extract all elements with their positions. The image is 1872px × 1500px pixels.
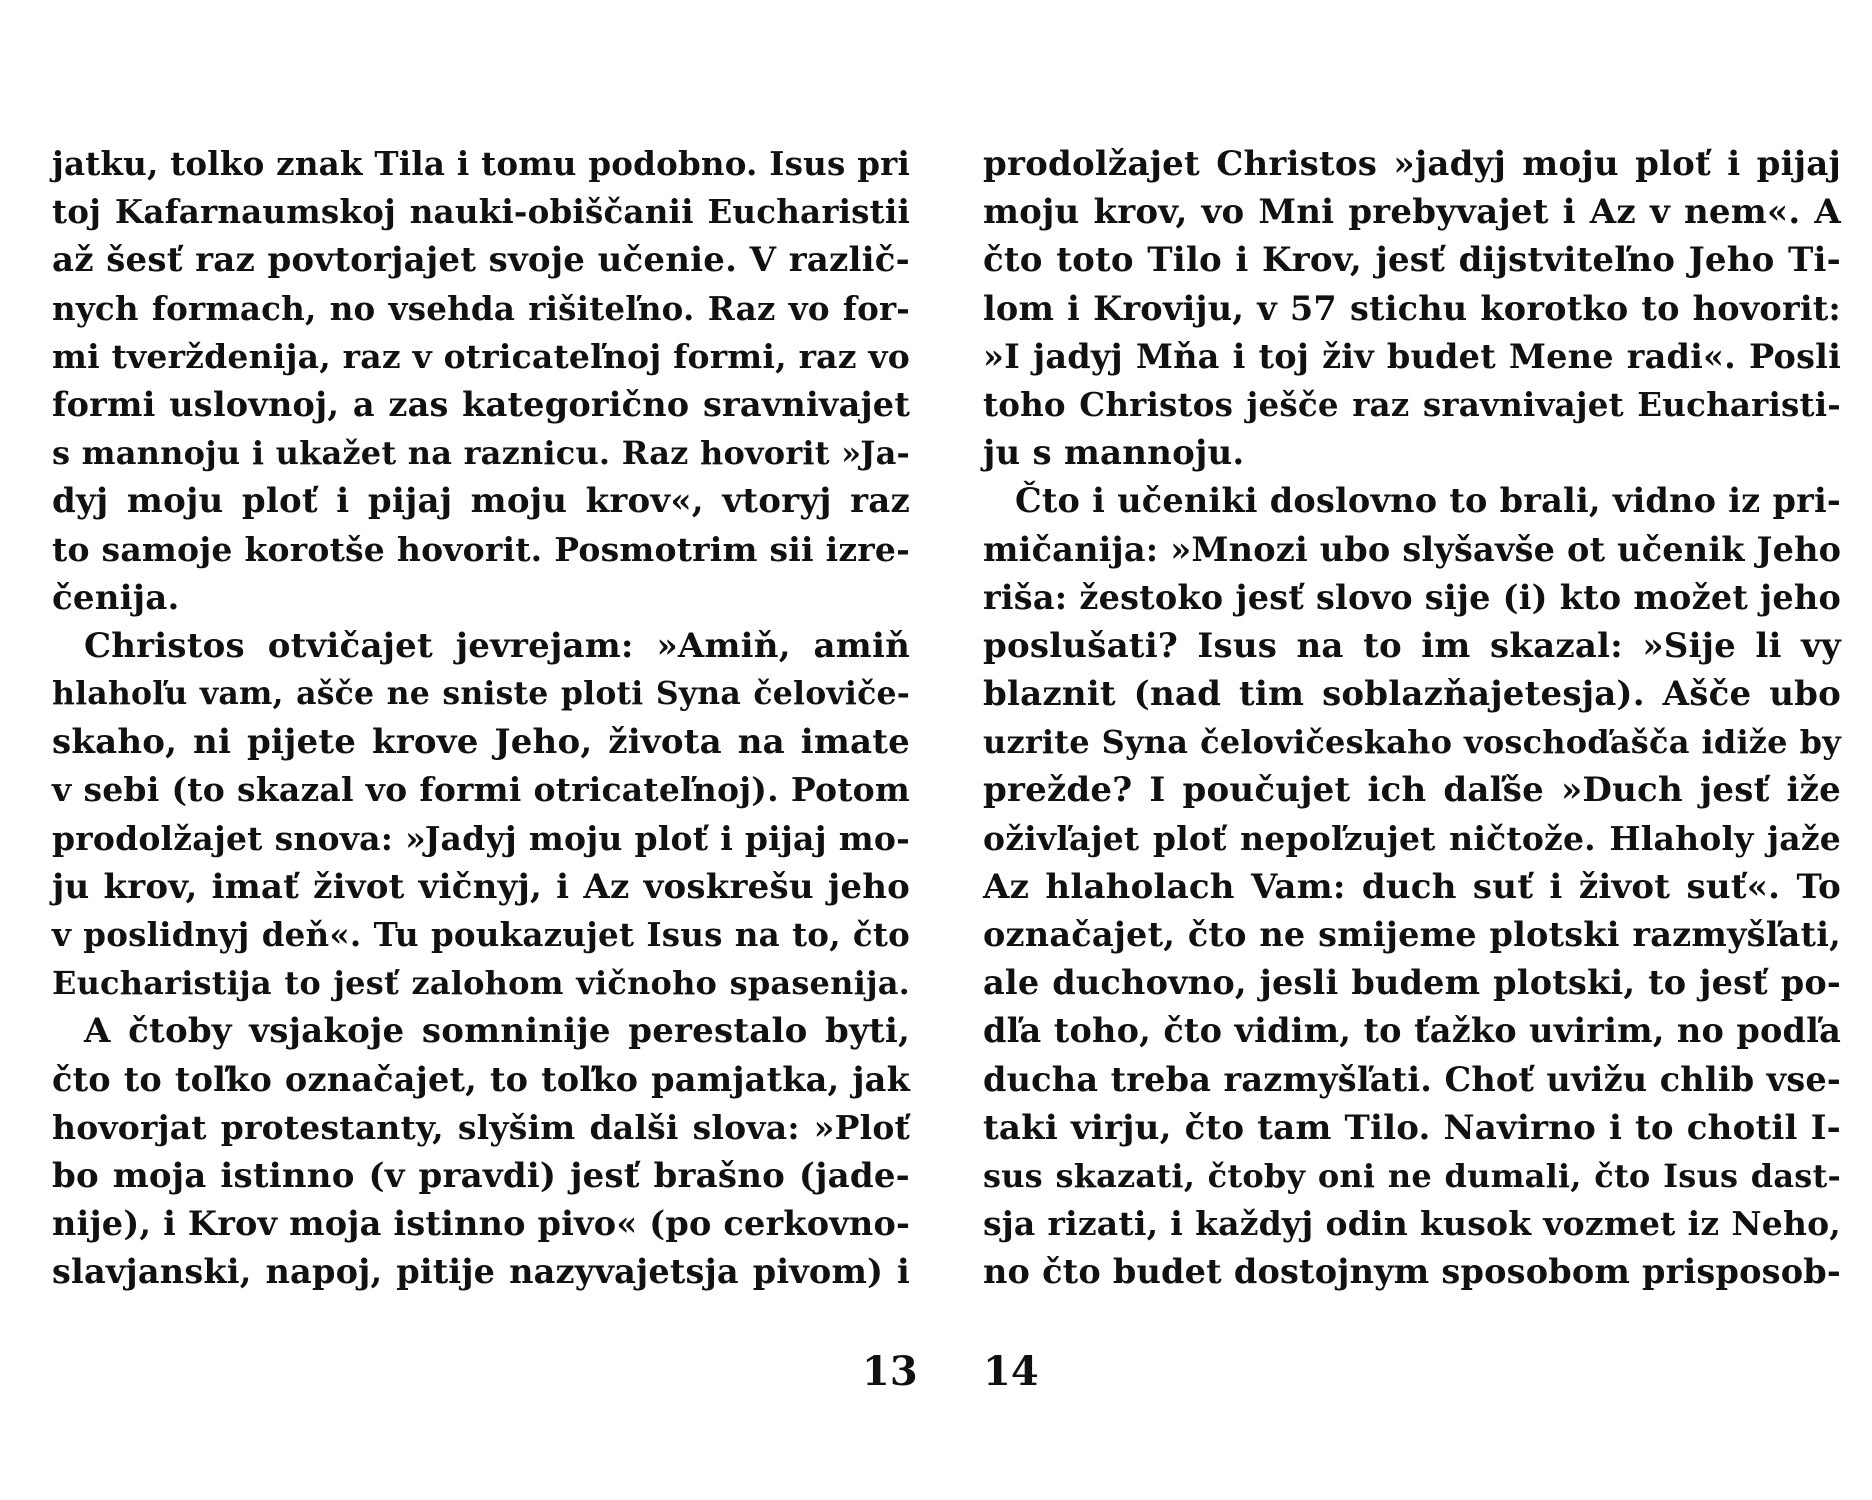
text-line: toj Kafarnaumskoj nauki-obiščanii Eucharistii bbox=[52, 192, 910, 232]
text-line: Čto i učeniki doslovno to brali, vidno iz pri- bbox=[1015, 481, 1841, 521]
text-line: označajet, čto ne smijeme plotski razmyšľati, bbox=[983, 915, 1841, 954]
text-line: Christos otvičajet jevrejam: »Amiň, amiň bbox=[84, 625, 910, 666]
text-line: to samoje korotše hovorit. Posmotrim sii izre- bbox=[52, 529, 910, 569]
right-page-number: 14 bbox=[983, 1348, 1039, 1395]
text-line: ducha treba razmyšľati. Choť uvižu chlib vse- bbox=[983, 1059, 1841, 1099]
text-line: až šesť raz povtorjajet svoje učenie. V različ- bbox=[52, 240, 910, 281]
text-line: prodolžajet snova: »Jadyj moju ploť i pijaj mo- bbox=[52, 818, 910, 858]
text-line: ju krov, imať život vičnyj, i Az voskrešu jeho bbox=[52, 866, 910, 907]
right-page-text bbox=[983, 140, 1841, 1297]
text-line: poslušati? Isus na to im skazal: »Sije li vy bbox=[983, 625, 1841, 666]
text-line: sus skazati, čtoby oni ne dumali, čto Isus dast- bbox=[983, 1156, 1841, 1195]
left-page-text bbox=[52, 140, 910, 1297]
left-page-number: 13 bbox=[862, 1348, 918, 1395]
text-line: »I jadyj Mňa i toj živ budet Mene radi«. Posli bbox=[983, 336, 1841, 376]
text-line: toho Christos ješče raz sravnivajet Eucharisti- bbox=[983, 384, 1841, 424]
text-line: čenija. bbox=[52, 577, 180, 618]
text-line: moju krov, vo Mni prebyvajet i Az v nem«. A bbox=[983, 192, 1841, 233]
text-line: uzrite Syna čelovičeskaho voschoďašča idiže by bbox=[983, 723, 1841, 762]
text-line: Eucharistija to jesť zalohom vičnoho spasenija. bbox=[52, 964, 910, 1003]
text-line: v sebi (to skazal vo formi otricateľnoj). Potom bbox=[52, 770, 910, 810]
text-line: jatku, tolko znak Tila i tomu podobno. Isus pri bbox=[52, 144, 910, 183]
text-line: oživľajet ploť nepoľzujet ničtože. Hlaholy jaže bbox=[983, 818, 1841, 858]
text-line: A čtoby vsjakoje somninije perestalo byti, bbox=[84, 1011, 910, 1052]
text-line: s mannoju i ukažet na raznicu. Raz hovorit »Ja- bbox=[52, 434, 910, 473]
text-line: ale duchovno, jesli budem plotski, to jesť po- bbox=[983, 963, 1841, 1003]
text-line: prežde? I poučujet ich daľše »Duch jesť iže bbox=[983, 770, 1841, 811]
text-line: Az hlaholach Vam: duch suť i život suť«. To bbox=[983, 866, 1841, 907]
text-line: dľa toho, čto vidim, to ťažko uvirim, no podľa bbox=[983, 1011, 1841, 1051]
text-line: slavjanski, napoj, pitije nazyvajetsja pivom) i bbox=[52, 1252, 910, 1292]
text-line: v poslidnyj deň«. Tu poukazujet Isus na to, čto bbox=[52, 915, 910, 954]
text-line: bo moja istinno (v pravdi) jesť brašno (jade- bbox=[52, 1155, 910, 1196]
text-line: riša: žestoko jesť slovo sije (i) kto možet jeho bbox=[983, 577, 1841, 617]
text-line: hovorjat protestanty, slyšim dalši slova: »Ploť bbox=[52, 1107, 910, 1147]
text-line: ju s mannoju. bbox=[983, 433, 1245, 474]
text-line: čto to toľko označajet, to toľko pamjatka, jak bbox=[52, 1059, 910, 1099]
text-line: no čto budet dostojnym sposobom prisposob- bbox=[983, 1252, 1841, 1292]
text-line: taki virju, čto tam Tilo. Navirno i to chotil I- bbox=[983, 1107, 1841, 1148]
text-line: prodolžajet Christos »jadyj moju ploť i pijaj bbox=[983, 144, 1841, 184]
text-line: lom i Kroviju, v 57 stichu korotko to hovorit: bbox=[983, 288, 1841, 328]
text-line: nych formach, no vsehda rišiteľno. Raz vo for- bbox=[52, 288, 910, 328]
text-line: sja rizati, i každyj odin kusok vozmet iz Neho, bbox=[983, 1204, 1841, 1244]
text-line: nije), i Krov moja istinno pivo« (po cerkovno- bbox=[52, 1204, 911, 1244]
text-line: blaznit (nad tim soblazňajetesja). Ašče ubo bbox=[983, 674, 1841, 715]
text-line: dyj moju ploť i pijaj moju krov«, vtoryj raz bbox=[52, 481, 910, 522]
text-line: mičanija: »Mnozi ubo slyšavše ot učenik Jeho bbox=[983, 529, 1842, 569]
text-line: čto toto Tilo i Krov, jesť dijstviteľno Jeho Ti- bbox=[983, 240, 1841, 281]
text-line: hlahoľu vam, ašče ne sniste ploti Syna čeloviče- bbox=[52, 675, 910, 713]
text-line: skaho, ni pijete krove Jeho, života na imate bbox=[52, 722, 910, 763]
text-line: mi tverždenija, raz v otricateľnoj formi, raz vo bbox=[52, 336, 910, 376]
text-line: formi uslovnoj, a zas kategorično sravnivajet bbox=[52, 384, 910, 424]
